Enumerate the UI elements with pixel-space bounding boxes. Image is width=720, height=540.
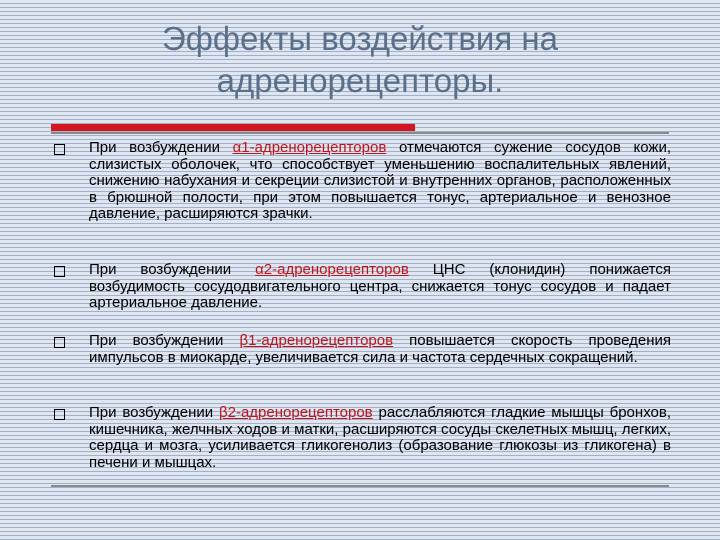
item-text: ЦНС (клонидин) понижается возбудимость сосудодвигательного центра, снижается тонус сосудов и падает артериальное давление. (89, 261, 672, 311)
bullet-checkbox-icon (54, 337, 65, 348)
list-item-alpha2 (89, 262, 671, 312)
item-prefix: При возбуждении (89, 139, 233, 156)
slide-title (120, 18, 600, 102)
receptor-term-link: β1-адренорецепторов (239, 332, 394, 349)
title-accent-bar (51, 124, 415, 131)
item-text: повышается скорость проведения импульсов в миокарде, увеличивается сила и частота сердечных сокращений. (89, 332, 671, 366)
receptor-term-link: β2-адренорецепторов (219, 404, 373, 421)
item-prefix: При возбуждении (89, 332, 240, 349)
bottom-divider (51, 485, 669, 487)
item-prefix: При возбуждении (89, 261, 256, 278)
bullet-checkbox-icon (54, 409, 65, 420)
bullet-checkbox-icon (54, 144, 65, 155)
item-prefix: При возбуждении (89, 404, 219, 421)
receptor-term-link: α2-адренорецепторов (255, 261, 409, 278)
item-text: расслабляются гладкие мышцы бронхов, кишечника, желчных ходов и матки, расширяются сосуды скелетных мышц, легких, сердца и мозга, усиливается гликогенолиз (образование глюкозы из гликогена) в печени и мышцах. (89, 404, 671, 471)
item-text: отмечаются сужение сосудов кожи, слизистых оболочек, что способствует уменьшению воспалительных явлений, снижению набухания и секреции слизистой и внутренних органов, расположенных в брюшной полости, при этом повышается тонус, артериальное и венозное давление, расширяются зрачки. (89, 139, 671, 222)
title-divider (51, 132, 669, 134)
title-line-1: Эффекты воздействия на (162, 20, 558, 57)
bullet-checkbox-icon (54, 266, 65, 277)
list-item-beta1 (89, 333, 671, 366)
list-item-alpha1 (89, 140, 671, 223)
receptor-term-link: α1-адренорецепторов (232, 139, 387, 156)
title-line-2: адренорецепторы. (216, 62, 504, 99)
list-item-beta2 (89, 405, 671, 471)
